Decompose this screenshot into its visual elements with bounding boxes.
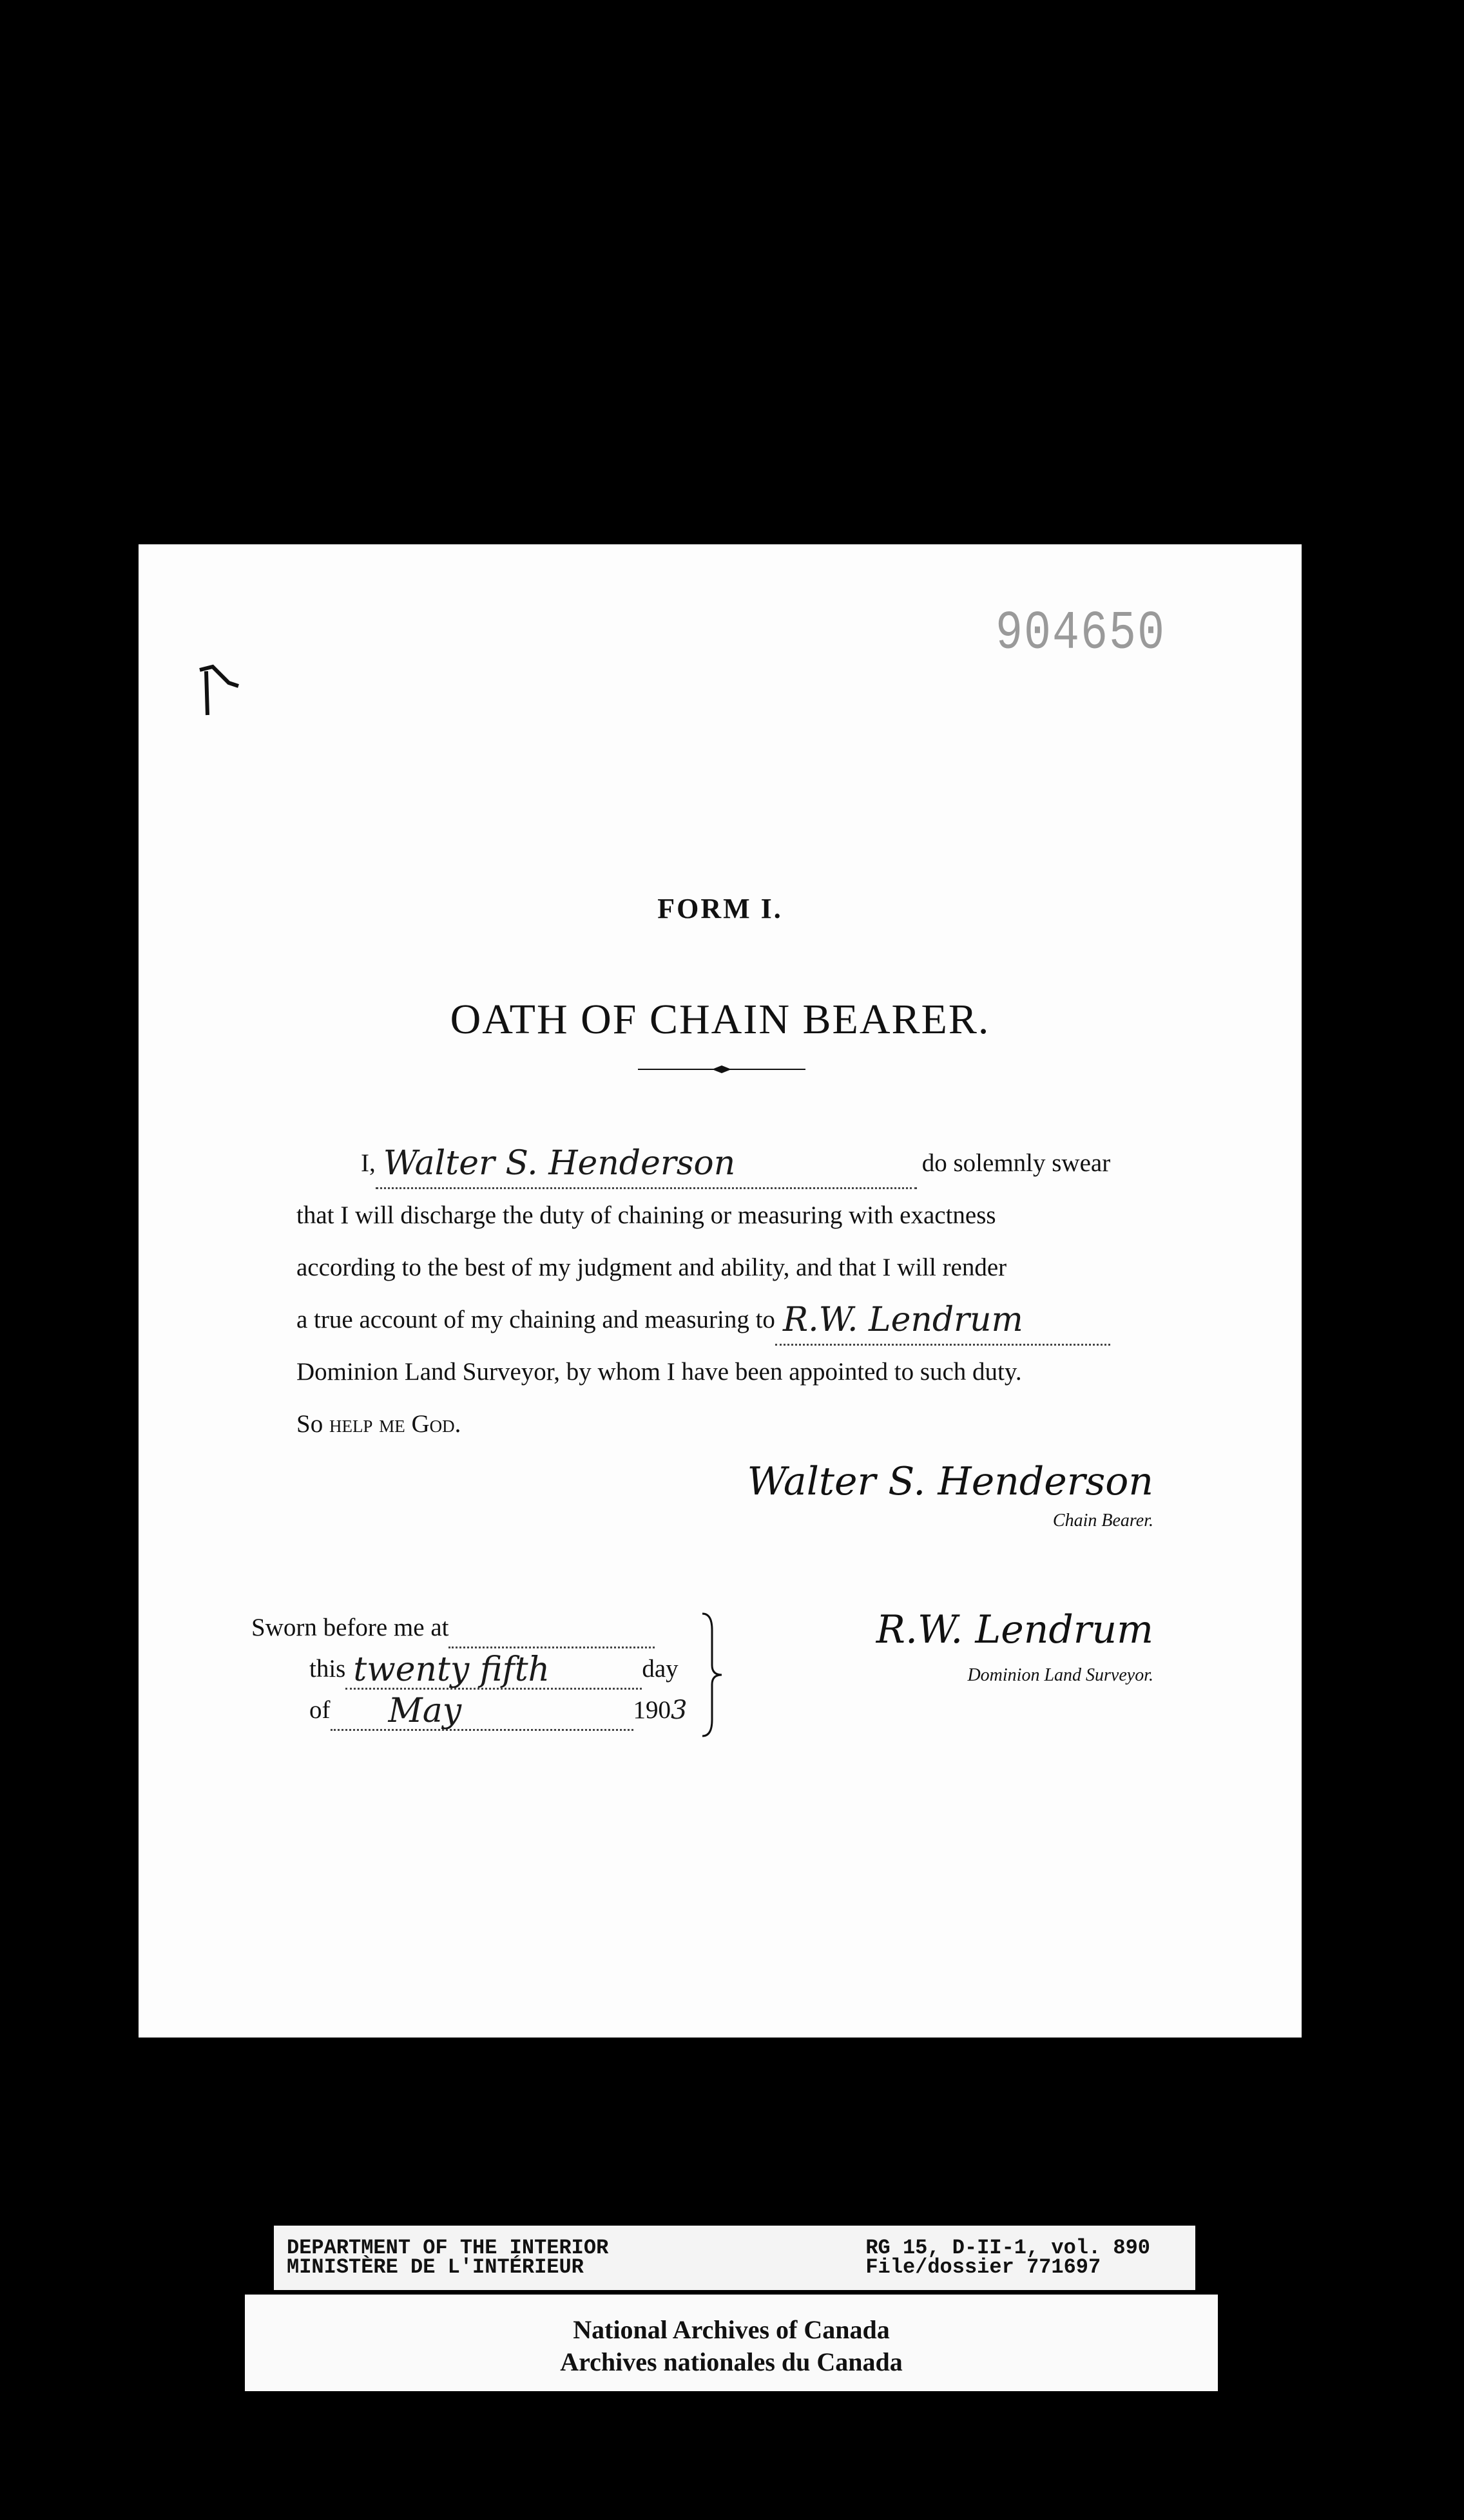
this-label: this xyxy=(309,1655,346,1683)
archive-name-en: National Archives of Canada xyxy=(573,2315,890,2344)
of-label: of xyxy=(309,1696,331,1724)
oath-line-3: according to the best of my judgment and ability, and that I will render xyxy=(296,1254,1007,1281)
place-fill-line xyxy=(448,1621,655,1648)
oath-line-4: a true account of my chaining and measuring to xyxy=(296,1306,775,1333)
oath-text xyxy=(296,1137,1153,1450)
ref-line-2: File/dossier 771697 xyxy=(865,2255,1101,2279)
year-handwritten: 3 xyxy=(671,1695,688,1725)
year-printed: 190 xyxy=(633,1696,671,1724)
sworn-brace xyxy=(699,1610,725,1739)
surveyor-signature: R.W. Lendrum xyxy=(876,1607,1153,1652)
form-label: FORM I. xyxy=(657,893,783,924)
chain-bearer-block xyxy=(747,1459,1153,1531)
day-label: day xyxy=(642,1655,679,1683)
stamp-number: 904650 xyxy=(996,604,1166,665)
ref-line-1: RG 15, D-II-1, vol. 890 xyxy=(865,2236,1150,2260)
name-handwritten: Walter S. Henderson xyxy=(383,1144,736,1183)
sworn-prefix: Sworn before me at xyxy=(251,1614,449,1641)
surveyor-role: Dominion Land Surveyor. xyxy=(967,1665,1153,1685)
closing-rest: help me God. xyxy=(329,1410,461,1438)
dept-en: DEPARTMENT OF THE INTERIOR xyxy=(287,2236,609,2260)
closing-so: So xyxy=(296,1410,323,1438)
oath-line-2: that I will discharge the duty of chaining or measuring with exactness xyxy=(296,1201,996,1229)
dept-fr: MINISTÈRE DE L'INTÉRIEUR xyxy=(287,2255,584,2279)
archive-name-label xyxy=(245,2295,1218,2391)
corner-mark xyxy=(193,663,245,721)
sworn-block xyxy=(251,1607,687,1731)
archive-reference-label xyxy=(274,2226,1195,2290)
oath-lead-in: I, xyxy=(361,1149,376,1177)
day-fill-line xyxy=(345,1650,642,1690)
document-title: OATH OF CHAIN BEARER. xyxy=(450,996,990,1043)
surveyor-handwritten: R.W. Lendrum xyxy=(782,1301,1023,1339)
surveyor-block xyxy=(876,1607,1153,1686)
surveyor-fill-line xyxy=(775,1301,1110,1346)
name-fill-line xyxy=(376,1144,917,1189)
title-divider xyxy=(638,1063,805,1076)
chain-bearer-role: Chain Bearer. xyxy=(1052,1511,1153,1531)
day-handwritten: twenty fifth xyxy=(353,1650,550,1689)
archive-name-fr: Archives nationales du Canada xyxy=(560,2347,903,2376)
oath-after-name: do solemnly swear xyxy=(921,1149,1111,1177)
document-page xyxy=(139,544,1302,2038)
month-handwritten: May xyxy=(388,1692,462,1730)
oath-line-5: Dominion Land Surveyor, by whom I have been appointed to such duty. xyxy=(296,1358,1022,1386)
month-fill-line xyxy=(331,1692,633,1731)
chain-bearer-signature: Walter S. Henderson xyxy=(747,1459,1153,1504)
